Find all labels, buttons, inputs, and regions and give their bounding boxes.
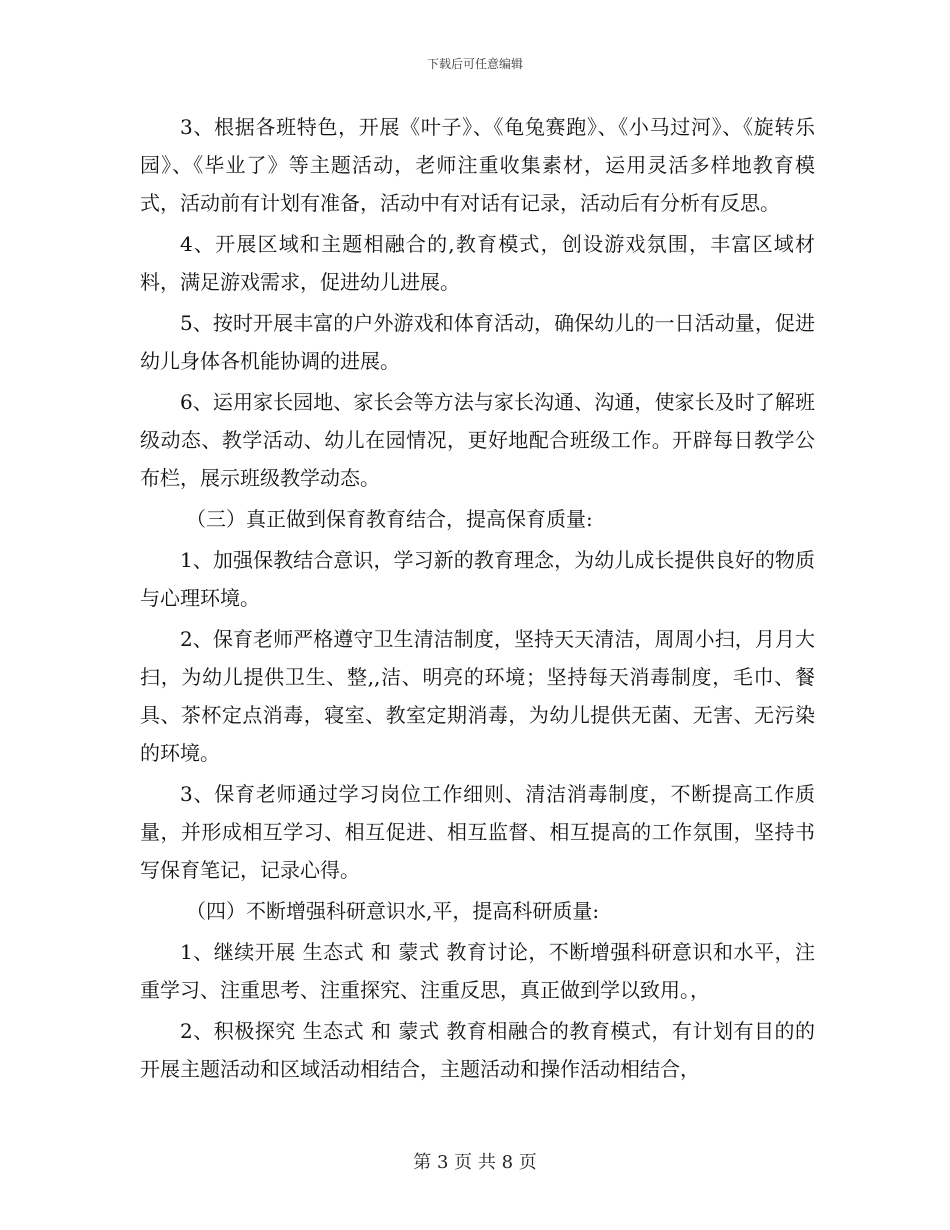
paragraph-item-2-models: 2、积极探究 生态式 和 蒙式 教育相融合的教育模式，有计划有目的的开展主题活动和区域活动相结合，主题活动和操作活动相结合， [140,1019,815,1081]
paragraph-item-2-hygiene: 2、保育老师严格遵守卫生清洁制度，坚持天天清洁，周周小扫，月月大扫，为幼儿提供卫生、整,,洁、明亮的环境；坚持每天消毒制度，毛巾、餐具、茶杯定点消毒，寝室、教室定期消毒，为幼儿提供无菌、无害、无污染的环境。 [140,627,815,765]
paragraph-item-4-regions: 4、开展区域和主题相融合的,教育模式，创设游戏氛围，丰富区域材料，满足游戏需求，促进幼儿进展。 [140,232,815,294]
paragraph-item-1-research: 1、继续开展 生态式 和 蒙式 教育讨论，不断增强科研意识和水平，注重学习、注重思考、注重探究、注重反思，真正做到学以致用。， [140,940,815,1002]
paragraph-item-6-parents: 6、运用家长园地、家长会等方法与家长沟通、沟通，使家长及时了解班级动态、教学活动、幼儿在园情况，更好地配合班级工作。开辟每日教学公布栏，展示班级教学动态。 [140,390,815,490]
paragraph-item-3-themes: 3、根据各班特色，开展《叶子》、《龟兔赛跑》、《小马过河》、《旋转乐园》、《毕业了》等主题活动，老师注重收集素材，运用灵活多样地教育模式，活动前有计划有准备，活动中有对话有记录，活动后有分析有反思。 [140,115,815,215]
paragraph-item-1-awareness: 1、加强保教结合意识，学习新的教育理念，为幼儿成长提供良好的物质与心理环境。 [140,548,815,610]
page-header: 下载后可任意编辑 [426,57,523,71]
section-heading-4: （四）不断增强科研意识水,平，提高科研质量: [186,899,600,923]
paragraph-item-3-training: 3、保育老师通过学习岗位工作细则、清洁消毒制度，不断提高工作质量，并形成相互学习、相互促进、相互监督、相互提高的工作氛围，坚持书写保育笔记，记录心得。 [140,782,815,882]
section-heading-3: （三）真正做到保育教育结合，提高保育质量: [186,507,593,531]
paragraph-item-5-outdoor: 5、按时开展丰富的户外游戏和体育活动，确保幼儿的一日活动量，促进幼儿身体各机能协调的进展。 [140,311,815,373]
document-body [140,108,815,1091]
page-footer: 第 3 页 共 8 页 [413,1152,537,1173]
